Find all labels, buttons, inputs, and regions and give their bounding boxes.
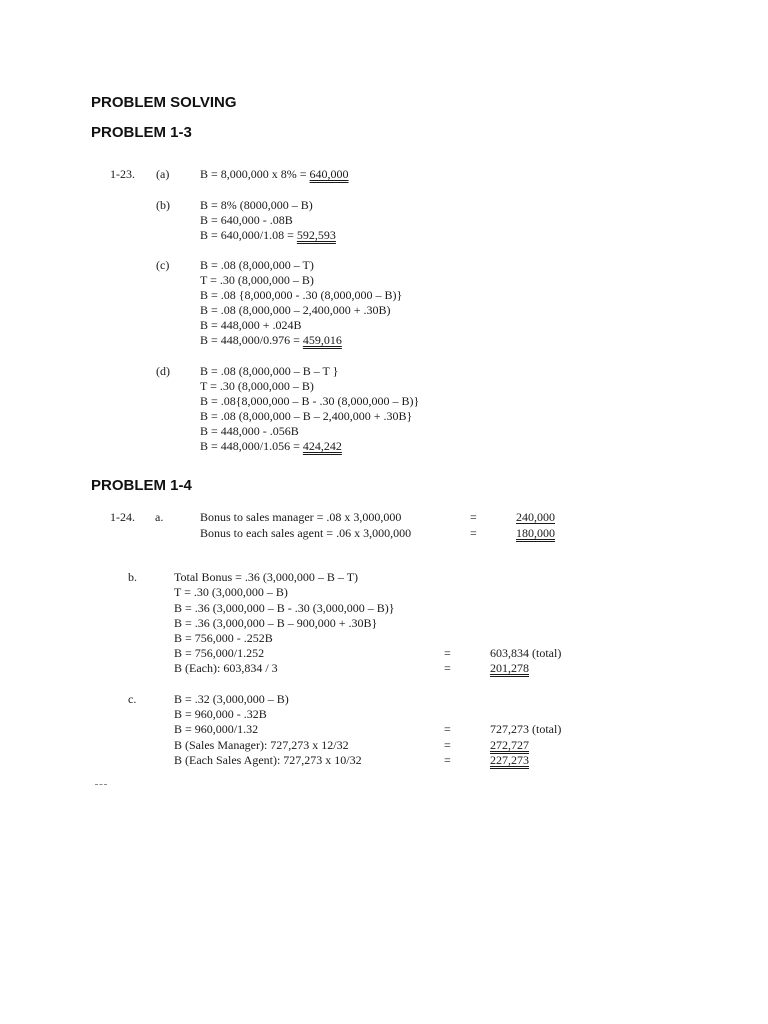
result-value: 603,834 (total)	[490, 646, 562, 660]
answer: 592,593	[296, 228, 336, 242]
equals-sign: =	[444, 753, 451, 767]
equation-line	[200, 333, 342, 348]
equation-line	[200, 228, 336, 243]
equation-line: Bonus to sales manager = .08 x 3,000,000	[200, 510, 402, 524]
equation-line: B = 756,000 - .252B	[174, 631, 273, 645]
equation-line: B = .36 (3,000,000 – B - .30 (3,000,000 – B)}	[174, 601, 395, 615]
equation-line: Bonus to each sales agent = .06 x 3,000,000	[200, 526, 412, 540]
part-label: (d)	[156, 364, 170, 378]
answer: 180,000	[516, 526, 555, 540]
equation-line	[200, 167, 349, 182]
equation-text: B = 640,000/1.08 =	[200, 228, 297, 242]
answer: 272,727	[490, 738, 529, 752]
equation-line: B = .32 (3,000,000 – B)	[174, 692, 289, 706]
equation-line: B = .08 (8,000,000 – T)	[200, 258, 314, 272]
equation-line: B (Each): 603,834 / 3	[174, 661, 278, 675]
page-title: PROBLEM SOLVING	[91, 94, 237, 111]
equation-text: B = 448,000/1.056 =	[200, 439, 303, 453]
equation-line: B = .36 (3,000,000 – B – 900,000 + .30B}	[174, 616, 378, 630]
result-value: 727,273 (total)	[490, 722, 562, 736]
equation-line: B (Sales Manager): 727,273 x 12/32	[174, 738, 349, 752]
equals-sign: =	[444, 722, 451, 736]
equation-line: B = 960,000 - .32B	[174, 707, 267, 721]
part-label: a.	[155, 510, 164, 524]
part-label: (a)	[156, 167, 170, 181]
problem-number: 1-23.	[110, 167, 135, 181]
equation-line: B = .08 {8,000,000 - .30 (8,000,000 – B)}	[200, 288, 403, 302]
answer: 201,278	[490, 661, 529, 675]
problem-1-3-heading: PROBLEM 1-3	[91, 124, 192, 141]
equation-line: B = 448,000 - .056B	[200, 424, 299, 438]
equals-sign: =	[470, 526, 477, 540]
problem-1-4-heading: PROBLEM 1-4	[91, 477, 192, 494]
problem-number: 1-24.	[110, 510, 135, 524]
equation-line: T = .30 (8,000,000 – B)	[200, 379, 314, 393]
equation-line: B = .08 (8,000,000 – B – T }	[200, 364, 339, 378]
part-label: b.	[128, 570, 137, 584]
equals-sign: =	[444, 661, 451, 675]
equation-line: B = 640,000 - .08B	[200, 213, 293, 227]
answer: 459,016	[302, 333, 342, 347]
equals-sign: =	[444, 646, 451, 660]
part-label: c.	[128, 692, 137, 706]
equation-line: T = .30 (8,000,000 – B)	[200, 273, 314, 287]
equation-line: Total Bonus = .36 (3,000,000 – B – T)	[174, 570, 359, 584]
answer: 640,000	[309, 167, 349, 181]
equation-line: B = .08 (8,000,000 – 2,400,000 + .30B)	[200, 303, 391, 317]
part-label: (b)	[156, 198, 170, 212]
equation-line: T = .30 (3,000,000 – B)	[174, 585, 288, 599]
equals-sign: =	[470, 510, 477, 524]
part-label: (c)	[156, 258, 170, 272]
equation-line	[200, 439, 342, 454]
equation-line: B = 960,000/1.32	[174, 722, 259, 736]
answer: 227,273	[490, 753, 529, 767]
equation-line: B = .08 (8,000,000 – B – 2,400,000 + .30B}	[200, 409, 413, 423]
answer: 240,000	[516, 510, 555, 524]
page-mark	[95, 784, 107, 785]
equation-text: B = 448,000/0.976 =	[200, 333, 303, 347]
equation-line: B = 8% (8000,000 – B)	[200, 198, 313, 212]
equation-line: B = 756,000/1.252	[174, 646, 265, 660]
equation-text: B = 8,000,000 x 8% =	[200, 167, 310, 181]
equation-line: B (Each Sales Agent): 727,273 x 10/32	[174, 753, 362, 767]
equation-line: B = .08{8,000,000 – B - .30 (8,000,000 – B)}	[200, 394, 420, 408]
equation-line: B = 448,000 + .024B	[200, 318, 302, 332]
equals-sign: =	[444, 738, 451, 752]
answer: 424,242	[302, 439, 342, 453]
